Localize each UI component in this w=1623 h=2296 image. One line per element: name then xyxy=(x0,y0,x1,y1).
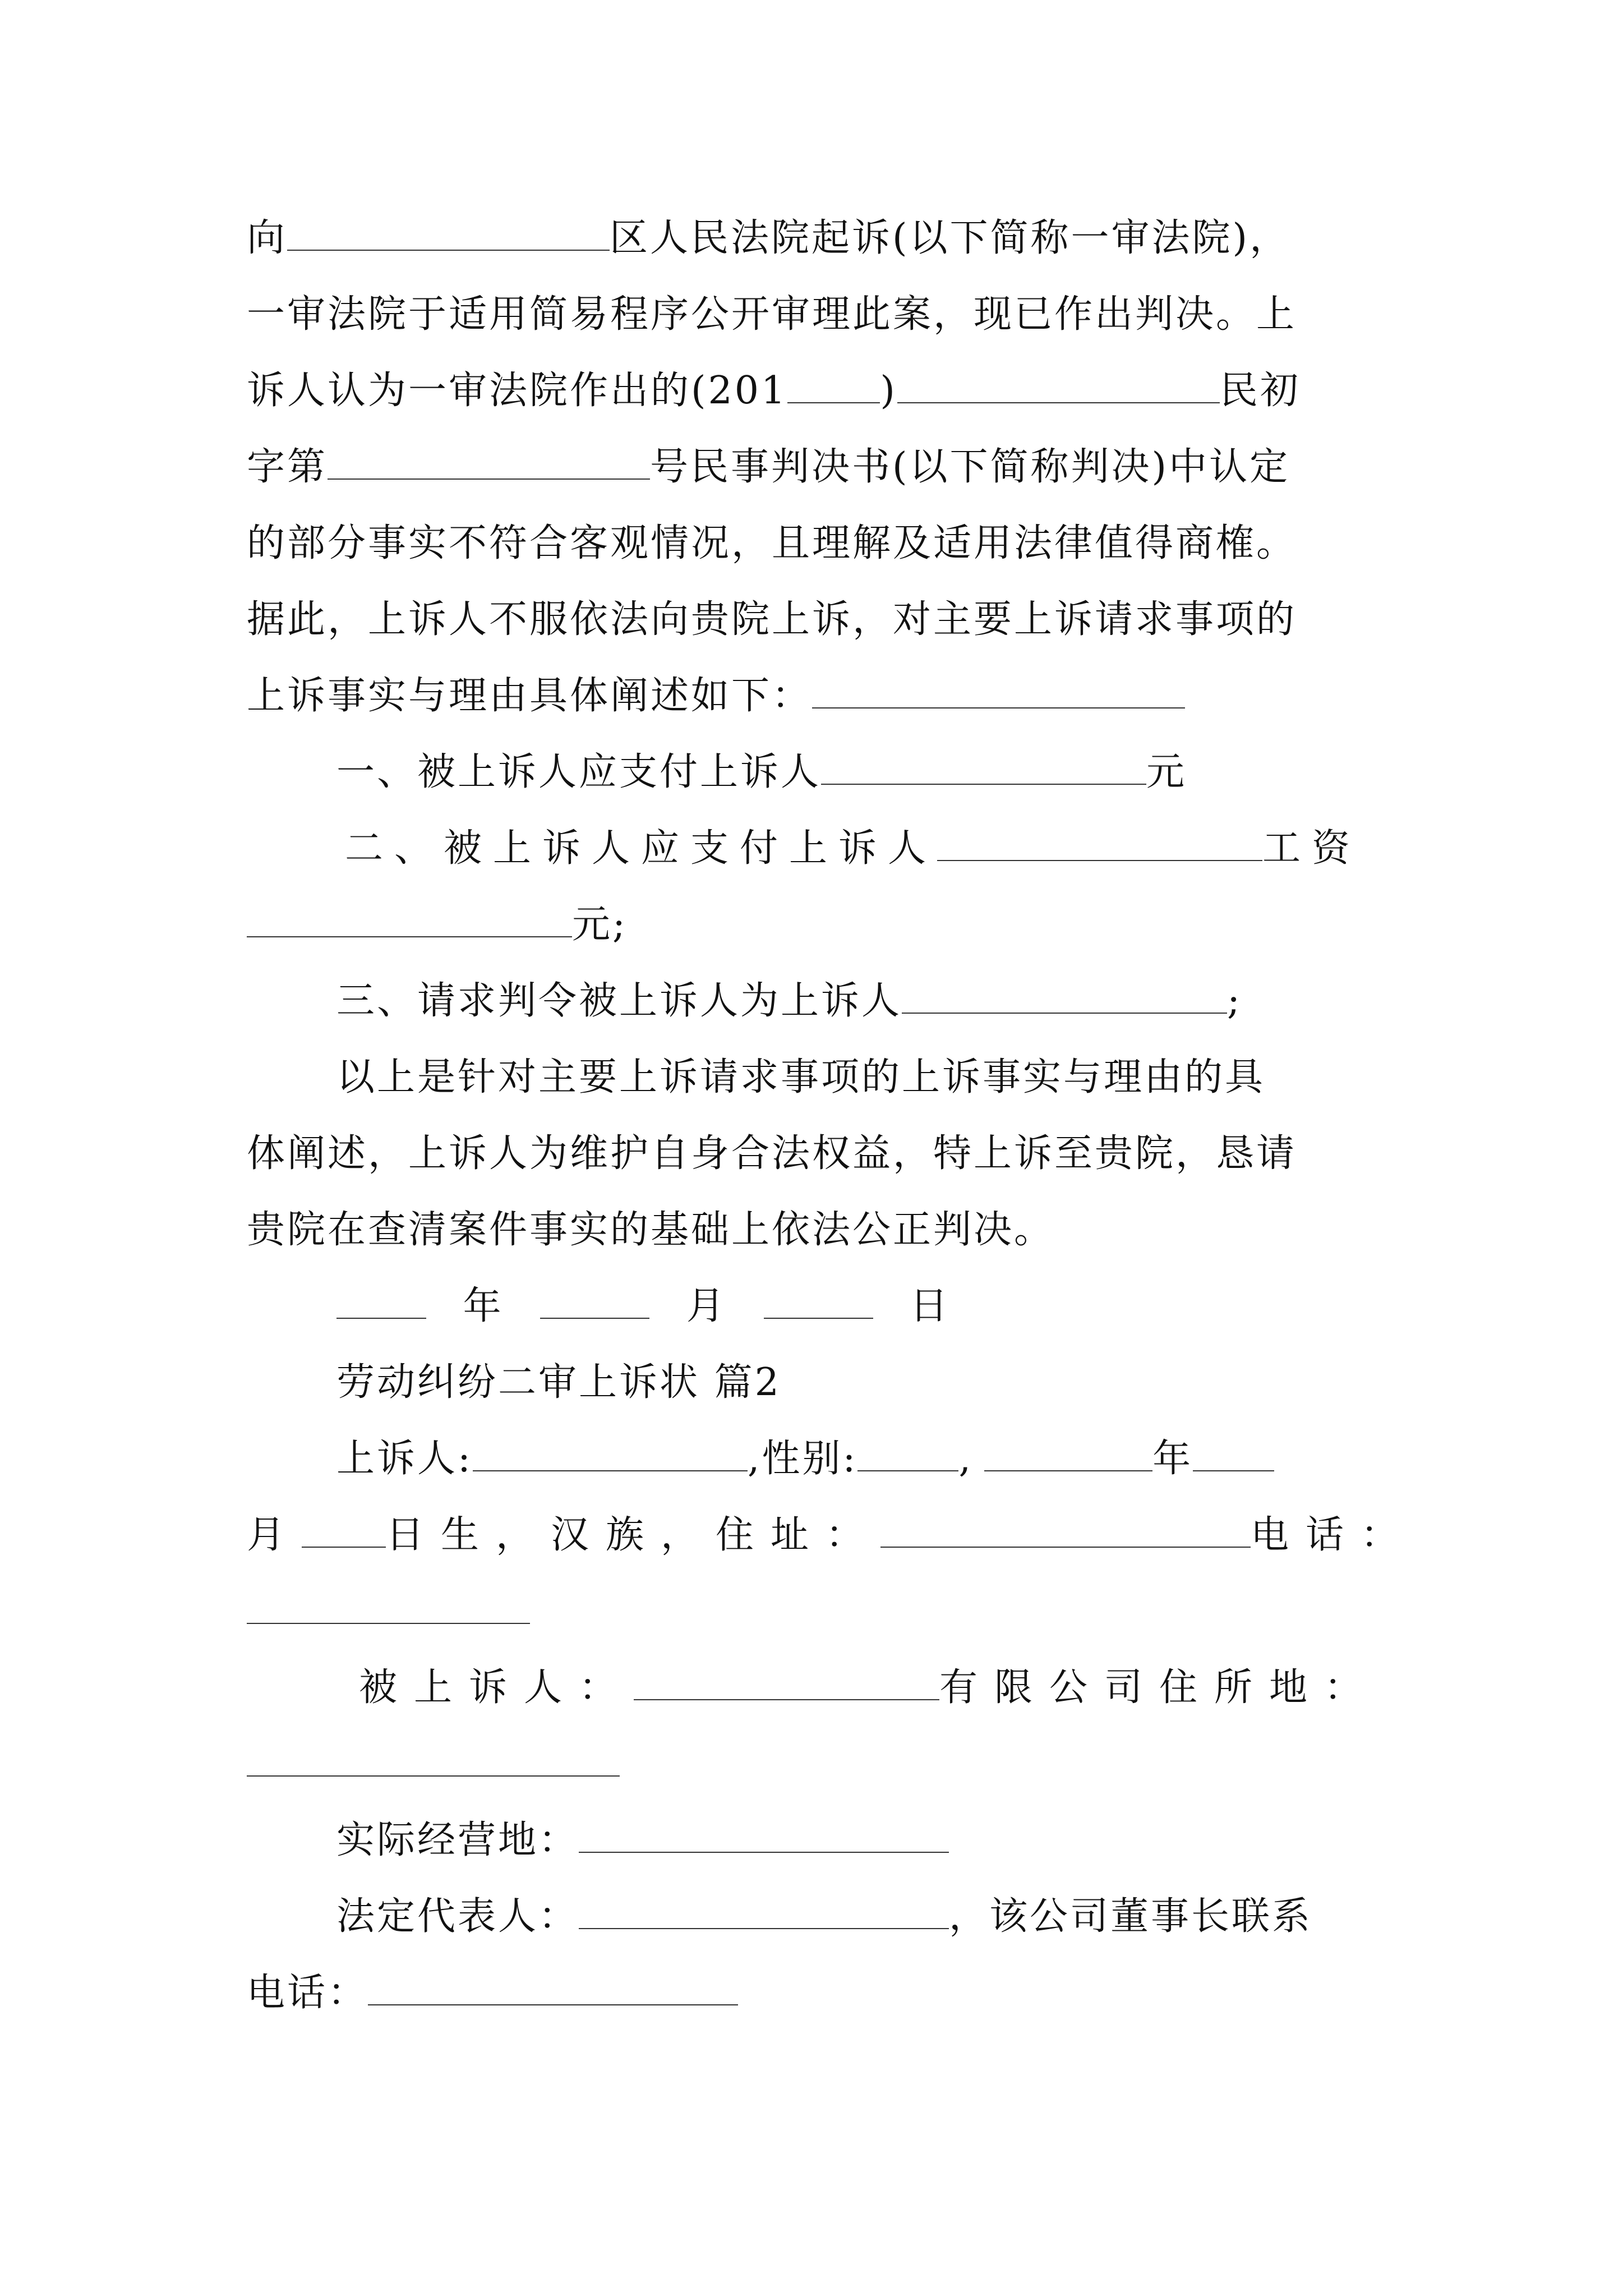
blank-field[interactable] xyxy=(287,215,610,251)
para1-line2: 一审法院于适用简易程序公开审理此案，现已作出判决。上 xyxy=(247,292,1297,337)
address-blank[interactable] xyxy=(880,1512,1251,1548)
item-2-line1 xyxy=(345,821,1489,877)
text: 号民事判决书(以下简称判决)中认定 xyxy=(650,445,1290,489)
para2-line2: 体阐述，上诉人为维护自身合法权益，特上诉至贵院，恳请 xyxy=(247,1131,1297,1176)
text: 向 xyxy=(247,216,288,260)
para1-line6: 据此，上诉人不服依法向贵院上诉，对主要上诉请求事项的 xyxy=(247,597,1297,642)
text: 字第 xyxy=(247,445,328,489)
phone-blank[interactable] xyxy=(247,1588,530,1624)
appellee-line xyxy=(359,1660,1503,1716)
text: 年 xyxy=(463,1284,504,1328)
text: 诉人认为一审法院作出的(201 xyxy=(247,369,788,413)
para1-line7 xyxy=(247,668,1391,724)
text: 年 xyxy=(1152,1437,1193,1481)
para1-line5: 的部分事实不符合客观情况，且理解及适用法律值得商榷。 xyxy=(247,521,1297,565)
date-line xyxy=(336,1278,1481,1335)
appellant-line1 xyxy=(336,1431,1481,1487)
blank-field[interactable] xyxy=(812,673,1185,708)
text: 法定代表人： xyxy=(336,1894,579,1939)
text: 实际经营地： xyxy=(336,1818,579,1862)
text: 三、请求判令被上诉人为上诉人 xyxy=(336,979,902,1023)
text: ，该公司董事长联系 xyxy=(949,1894,1313,1939)
text: ,性别: xyxy=(747,1437,858,1481)
appellant-line2 xyxy=(247,1507,1416,1563)
business-address-line xyxy=(336,1812,1481,1869)
blank-field[interactable] xyxy=(902,978,1227,1014)
address-blank[interactable] xyxy=(247,1741,620,1777)
legal-rep-line xyxy=(336,1889,1481,1945)
text: 一、被上诉人应支付上诉人 xyxy=(336,750,822,794)
section-heading: 劳动纠纷二审上诉状 篇2 xyxy=(336,1360,781,1405)
text: 区人民法院起诉(以下简称一审法院)， xyxy=(610,216,1290,260)
para1-line3 xyxy=(247,363,1391,419)
text: 元 xyxy=(1146,750,1187,794)
gender-blank[interactable] xyxy=(857,1435,958,1471)
text: 日生，汉族，住址： xyxy=(386,1513,881,1557)
text: 电话： xyxy=(247,1971,368,2015)
item-2-line2 xyxy=(247,897,1391,953)
birth-day-blank[interactable] xyxy=(302,1512,386,1548)
text: ) xyxy=(880,369,897,413)
text: 二、被上诉人应支付上诉人 xyxy=(345,826,938,871)
text: 月 xyxy=(247,1513,302,1557)
text: ; xyxy=(1227,979,1242,1023)
text: 日 xyxy=(910,1284,951,1328)
business-address-blank[interactable] xyxy=(579,1817,949,1853)
item-1 xyxy=(336,744,1481,800)
text: 被上诉人： xyxy=(359,1665,634,1710)
para1-line4 xyxy=(247,439,1391,495)
text: 民初 xyxy=(1219,369,1301,413)
company-blank[interactable] xyxy=(634,1664,939,1700)
blank-field[interactable] xyxy=(787,367,880,403)
text: 月 xyxy=(686,1284,727,1328)
blank-field[interactable] xyxy=(897,367,1220,403)
text: 工资 xyxy=(1262,826,1362,871)
appellant-phone-line xyxy=(247,1584,1391,1640)
text: 元; xyxy=(572,903,628,947)
text: 有限公司住所地： xyxy=(939,1665,1380,1710)
birth-year-blank[interactable] xyxy=(984,1435,1152,1471)
text: , xyxy=(958,1437,974,1481)
para2-line1: 以上是针对主要上诉请求事项的上诉事实与理由的具 xyxy=(336,1055,1266,1099)
blank-field[interactable] xyxy=(937,825,1262,861)
blank-field[interactable] xyxy=(821,749,1146,785)
name-blank[interactable] xyxy=(473,1435,748,1471)
blank-field[interactable] xyxy=(328,444,650,480)
rep-phone-line xyxy=(247,1965,1391,2021)
legal-rep-blank[interactable] xyxy=(579,1893,949,1929)
birth-month-blank[interactable] xyxy=(1193,1435,1274,1471)
text: 上诉事实与理由具体阐述如下： xyxy=(247,674,813,718)
item-3 xyxy=(336,973,1481,1029)
month-blank[interactable] xyxy=(540,1283,649,1319)
blank-field[interactable] xyxy=(247,901,572,937)
day-blank[interactable] xyxy=(764,1283,873,1319)
para1-line1 xyxy=(247,210,1391,266)
text: 上诉人: xyxy=(336,1437,473,1481)
text: 电话： xyxy=(1251,1513,1416,1557)
year-blank[interactable] xyxy=(336,1283,426,1319)
rep-phone-blank[interactable] xyxy=(368,1970,738,2005)
appellee-address-line xyxy=(247,1736,1391,1792)
para2-line3: 贵院在查清案件事实的基础上依法公正判决。 xyxy=(247,1208,1055,1252)
